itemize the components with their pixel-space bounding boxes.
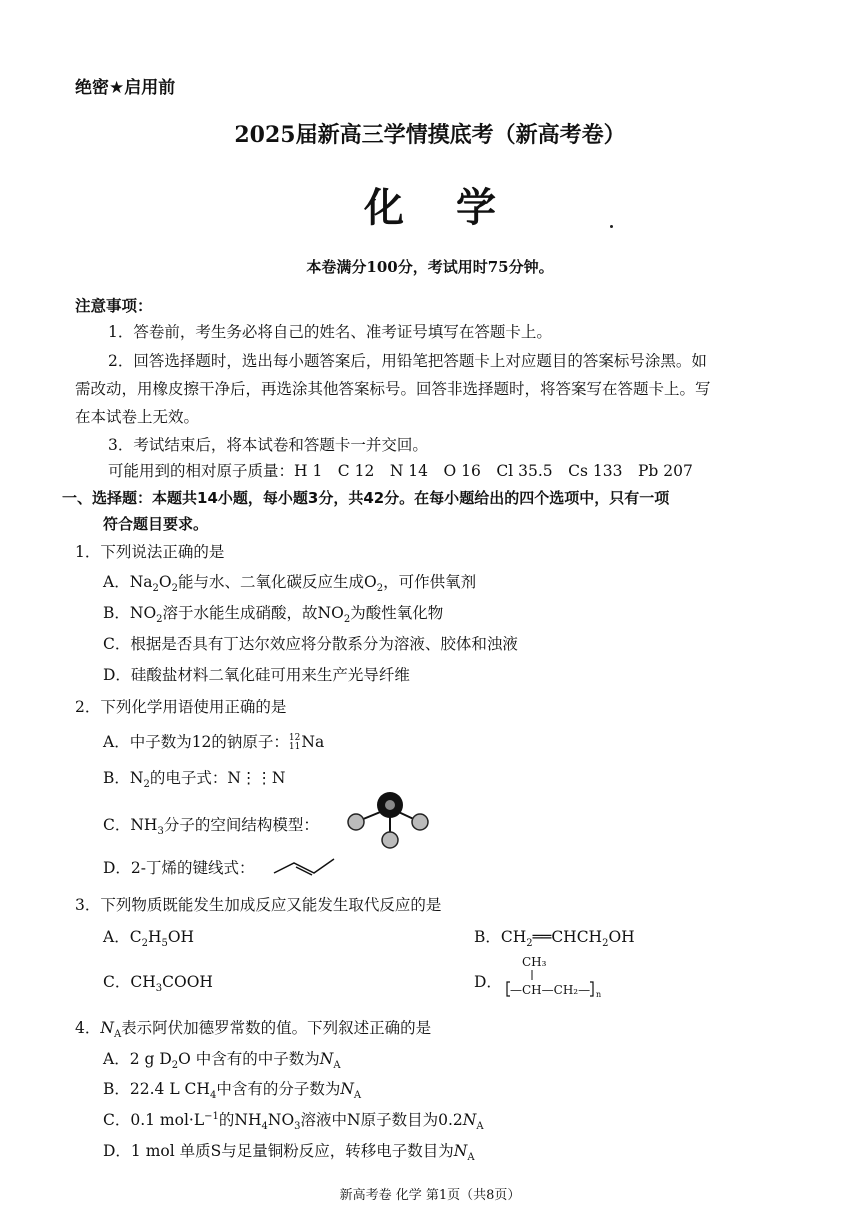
note-1: 1．答卷前，考生务必将自己的姓名、准考证号填写在答题卡上。 (108, 323, 552, 341)
q1-option-d: D．硅酸盐材料二氧化硅可用来生产光导纤维 (103, 666, 410, 684)
section-1-heading: 一、选择题：本题共14小题，每小题3分，共42分。在每小题给出的四个选项中，只有一项 (62, 489, 670, 507)
q3-option-b: B．$CH_2══CHCH_2OH$ (474, 928, 635, 950)
q3-stem: 3．下列物质既能发生加成反应又能发生取代反应的是 (75, 896, 442, 914)
note-2: 2．回答选择题时，选出每小题答案后，用铅笔把答题卡上对应题目的答案标号涂黑。如 (108, 352, 707, 370)
notes-heading: 注意事项： (75, 297, 153, 315)
q3-option-d-label: D． (474, 973, 502, 991)
q3-option-a: A．$C_2H_5OH$ (103, 928, 195, 950)
speck (610, 225, 613, 228)
q3-d-chain: —CH—CH₂— (510, 983, 591, 997)
score-note: 本卷满分100分，考试用时75分钟。 (306, 258, 554, 276)
q3-d-methyl: CH₃ (522, 955, 547, 969)
note-2-cont: 需改动，用橡皮擦干净后，再选涂其他答案标号。回答非选择题时，将答案写在答题卡上。写 (75, 380, 711, 398)
q4-option-c: C．0.1 $mol\cdot L^{-1}$的$NH_4NO_3$溶液中N原子数目为$0.2N_A$ (103, 1110, 484, 1133)
q4-stem: 4．$N_A$表示阿伏加德罗常数的值。下列叙述正确的是 (75, 1019, 432, 1041)
q2-option-a: A．中子数为12的钠原子：12 11Na (103, 733, 325, 752)
q1-option-a: A．$Na_2O_2$能与水、二氧化碳反应生成$O_2$，可作供氧剂 (103, 573, 477, 595)
page-footer: 新高考卷 化学 第1页（共8页） (339, 1188, 521, 1203)
q4-option-d: D．1 mol 单质S与足量铜粉反应，转移电子数目为$N_A$ (103, 1142, 475, 1164)
nh3-ball-stick-model (340, 790, 440, 860)
q2-option-b: B．$N_2$的电子式：N⋮⋮N (103, 769, 286, 791)
q1-option-c: C．根据是否具有丁达尔效应将分散系分为溶液、胶体和浊液 (103, 635, 518, 653)
q1-option-b: B．$NO_2$溶于水能生成硝酸，故$NO_2$为酸性氧化物 (103, 604, 444, 626)
note-3: 3．考试结束后，将本试卷和答题卡一并交回。 (108, 436, 428, 454)
atomic-masses: 可能用到的相对原子质量：H 1 C 12 N 14 O 16 Cl 35.5 Cs 133 Pb 207 (108, 462, 693, 480)
note-2-end: 在本试卷上无效。 (75, 408, 200, 426)
section-1-heading-cont: 符合题目要求。 (103, 515, 209, 533)
subject-title: 化学 (364, 184, 548, 231)
q3-d-n: n (596, 990, 602, 999)
exam-title: 2025届新高三学情摸底考（新高考卷） (234, 122, 626, 148)
q4-option-a: A．2 g $D_2O$ 中含有的中子数为$N_A$ (103, 1050, 341, 1072)
q3-option-c: C．$CH_3COOH$ (103, 973, 213, 995)
q2-stem: 2．下列化学用语使用正确的是 (75, 698, 287, 716)
q2-option-c: C．$NH_3$分子的空间结构模型： (103, 816, 319, 838)
q2-option-d: D．2-丁烯的键线式： (103, 859, 255, 877)
q4-option-b: B．22.4 L $CH_4$中含有的分子数为$N_A$ (103, 1080, 362, 1102)
2-butene-skeletal-formula (272, 855, 342, 879)
q1-stem: 1．下列说法正确的是 (75, 543, 225, 561)
confidential-mark: 绝密★启用前 (75, 78, 176, 98)
